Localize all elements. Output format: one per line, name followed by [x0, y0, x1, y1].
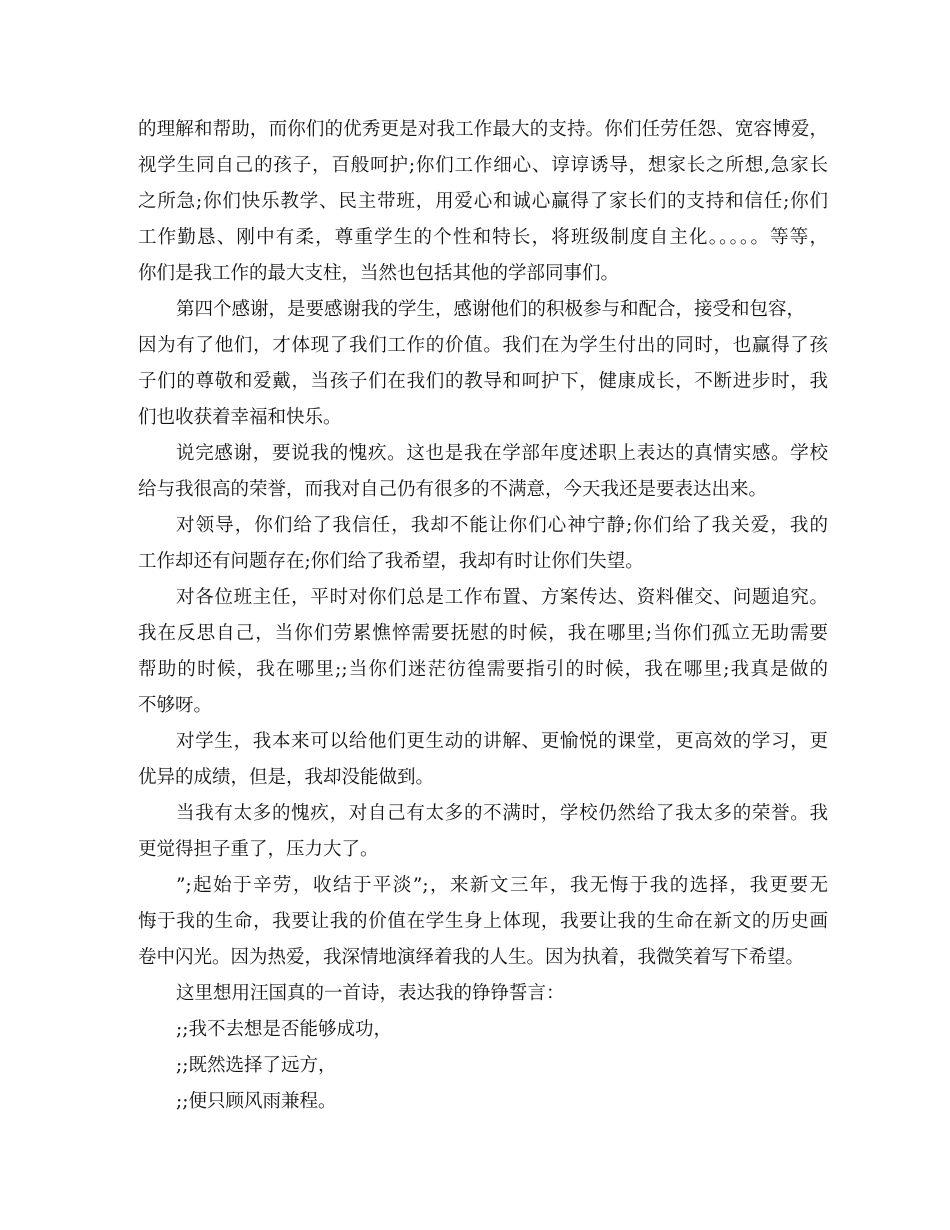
- text-line: [138, 868, 828, 904]
- text-line: [138, 904, 828, 940]
- text-line: [138, 328, 828, 364]
- text-line: [138, 148, 828, 184]
- text-line: [138, 112, 828, 148]
- text-line-content: 对各位班主任，平时对你们总是工作布置、方案传达、资料催交、问题追究。: [176, 587, 828, 608]
- text-line-content: 帮助的时候，我在哪里;;当你们迷茫彷徨需要指引的时候，我在哪里;我真是做的: [138, 659, 828, 680]
- text-line-content: 说完感谢，要说我的愧疚。这也是我在学部年度述职上表达的真情实感。学校: [176, 443, 828, 464]
- text-line-content: 视学生同自己的孩子，百般呵护;你们工作细心、谆谆诱导，想家长之所想,急家长: [138, 155, 828, 176]
- text-line: [138, 940, 828, 976]
- text-line: [138, 184, 828, 220]
- text-line-content: 工作勤恳、刚中有柔，尊重学生的个性和特长，将班级制度自主化。。。。。等等，: [138, 227, 828, 248]
- body-text: [138, 112, 828, 1120]
- text-line: [138, 364, 828, 400]
- text-line-content: ;;便只顾风雨兼程。: [176, 1091, 337, 1112]
- text-line: [138, 724, 828, 760]
- text-line: [138, 1048, 828, 1084]
- text-line-content: 因为有了他们，才体现了我们工作的价值。我们在为学生付出的同时，也赢得了孩: [138, 335, 828, 356]
- text-line: [138, 400, 828, 436]
- text-line-content: 悔于我的生命，我要让我的价值在学生身上体现，我要让我的生命在新文的历史画: [138, 911, 828, 932]
- text-line-content: 之所急;你们快乐教学、民主带班，用爱心和诚心赢得了家长们的支持和信任;你们: [138, 191, 828, 212]
- text-line: [138, 796, 828, 832]
- text-line-content: 子们的尊敬和爱戴，当孩子们在我们的教导和呵护下，健康成长，不断进步时，我: [138, 371, 828, 392]
- text-line-content: 你们是我工作的最大支柱，当然也包括其他的学部同事们。: [138, 263, 620, 284]
- text-line-content: 工作却还有问题存在;你们给了我希望，我却有时让你们失望。: [138, 551, 644, 572]
- text-line-content: ”;起始于辛劳，收结于平淡”;，来新文三年，我无悔于我的选择，我更要无: [176, 875, 828, 896]
- text-line: [138, 472, 828, 508]
- text-line: [138, 616, 828, 652]
- text-line-content: 不够呀。: [138, 695, 213, 716]
- text-line: [138, 976, 828, 1012]
- text-line-content: 对学生，我本来可以给他们更生动的讲解、更愉悦的课堂，更高效的学习，更: [176, 731, 828, 752]
- text-line: [138, 436, 828, 472]
- text-line: [138, 292, 828, 328]
- text-line-content: 当我有太多的愧疚，对自己有太多的不满时，学校仍然给了我太多的荣誉。我: [176, 803, 828, 824]
- text-line: [138, 832, 828, 868]
- text-line-content: 优异的成绩，但是，我却没能做到。: [138, 767, 435, 788]
- text-line-content: 这里想用汪国真的一首诗，表达我的铮铮誓言：: [176, 983, 565, 1004]
- text-line-content: 第四个感谢，是要感谢我的学生，感谢他们的积极参与和配合，接受和包容，: [176, 299, 806, 320]
- text-line: [138, 256, 828, 292]
- text-line: [138, 508, 828, 544]
- text-line: [138, 652, 828, 688]
- text-line-content: 卷中闪光。因为热爱，我深情地演绎着我的人生。因为执着，我微笑着写下希望。: [138, 947, 805, 968]
- text-line: [138, 760, 828, 796]
- text-line: [138, 220, 828, 256]
- text-line-content: 我在反思自己，当你们劳累憔悴需要抚慰的时候，我在哪里;当你们孤立无助需要: [138, 623, 828, 644]
- text-line-content: ;;我不去想是否能够成功，: [176, 1019, 392, 1040]
- text-line: [138, 1084, 828, 1120]
- text-line: [138, 580, 828, 616]
- text-line-content: 更觉得担子重了，压力大了。: [138, 839, 379, 860]
- text-line-content: 们也收获着幸福和快乐。: [138, 407, 342, 428]
- text-line-content: ;;既然选择了远方，: [176, 1055, 337, 1076]
- text-line-content: 对领导，你们给了我信任，我却不能让你们心神宁静;你们给了我关爱，我的: [176, 515, 828, 536]
- text-line: [138, 1012, 828, 1048]
- text-line-content: 给与我很高的荣誉，而我对自己仍有很多的不满意，今天我还是要表达出来。: [138, 479, 768, 500]
- text-line: [138, 688, 828, 724]
- text-line-content: 的理解和帮助，而你们的优秀更是对我工作最大的支持。你们任劳任怨、宽容博爱，: [138, 119, 828, 140]
- text-line: [138, 544, 828, 580]
